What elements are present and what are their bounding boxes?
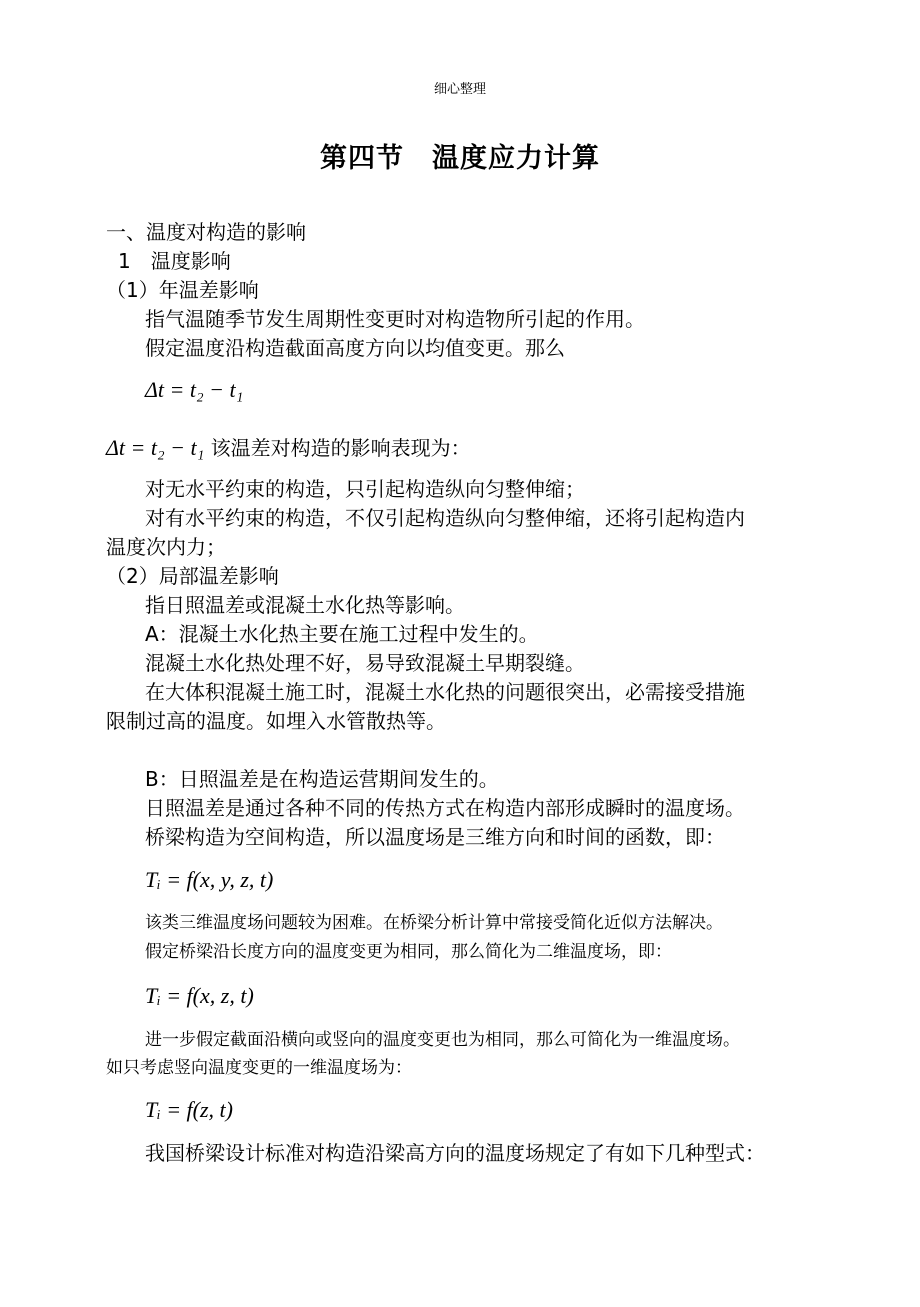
paragraph: 混凝土水化热处理不好，易导致混凝土早期裂缝。 <box>145 651 585 675</box>
paragraph: 假定温度沿构造截面高度方向以均值变更。那么 <box>145 336 565 360</box>
paragraph: A：混凝土水化热主要在施工过程中发生的。 <box>145 622 539 646</box>
subsection-heading: （2）局部温差影响 <box>106 564 279 588</box>
paragraph: 限制过高的温度。如埋入水管散热等。 <box>106 709 446 733</box>
formula-2d-temperature-field: Tᵢ = f(x, z, t) <box>145 983 254 1008</box>
formula-delta-t: Δt = t₂ − t₁ <box>145 377 244 402</box>
section-heading: 一、温度对构造的影响 <box>106 220 306 244</box>
formula-delta-t-inline: Δt = t₂ − t₁ <box>106 435 205 460</box>
page-title: 第四节 温度应力计算 <box>320 143 600 174</box>
paragraph: 我国桥梁设计标准对构造沿梁高方向的温度场规定了有如下几种型式： <box>145 1141 765 1165</box>
paragraph: 假定桥梁沿长度方向的温度变更为相同，那么简化为二维温度场，即： <box>145 942 672 962</box>
paragraph: 对无水平约束的构造，只引起构造纵向匀整伸缩； <box>145 477 585 501</box>
paragraph: 对有水平约束的构造，不仅引起构造纵向匀整伸缩，还将引起构造内 <box>145 506 745 530</box>
paragraph: 在大体积混凝土施工时，混凝土水化热的问题很突出，必需接受措施 <box>145 680 745 704</box>
paragraph-text: 该温差对构造的影响表现为： <box>210 436 471 460</box>
subsection-heading: （1）年温差影响 <box>106 278 259 302</box>
paragraph: 如只考虑竖向温度变更的一维温度场为： <box>106 1058 412 1078</box>
paragraph: 温度次内力； <box>106 535 226 559</box>
paragraph <box>106 436 471 460</box>
page-header: 细心整理 <box>433 82 486 97</box>
paragraph: B：日照温差是在构造运营期间发生的。 <box>145 767 499 791</box>
paragraph: 日照温差是通过各种不同的传热方式在构造内部形成瞬时的温度场。 <box>145 796 745 820</box>
paragraph: 桥梁构造为空间构造，所以温度场是三维方向和时间的函数，即： <box>145 825 725 849</box>
paragraph: 该类三维温度场问题较为困难。在桥梁分析计算中常接受简化近似方法解决。 <box>145 913 723 933</box>
formula-3d-temperature-field: Tᵢ = f(x, y, z, t) <box>145 867 274 892</box>
paragraph: 指日照温差或混凝土水化热等影响。 <box>145 593 465 617</box>
paragraph: 指气温随季节发生周期性变更时对构造物所引起的作用。 <box>145 307 645 331</box>
subsection-heading: 1 温度影响 <box>118 249 231 273</box>
formula-1d-temperature-field: Tᵢ = f(z, t) <box>145 1097 233 1122</box>
paragraph: 进一步假定截面沿横向或竖向的温度变更也为相同，那么可简化为一维温度场。 <box>145 1030 740 1050</box>
